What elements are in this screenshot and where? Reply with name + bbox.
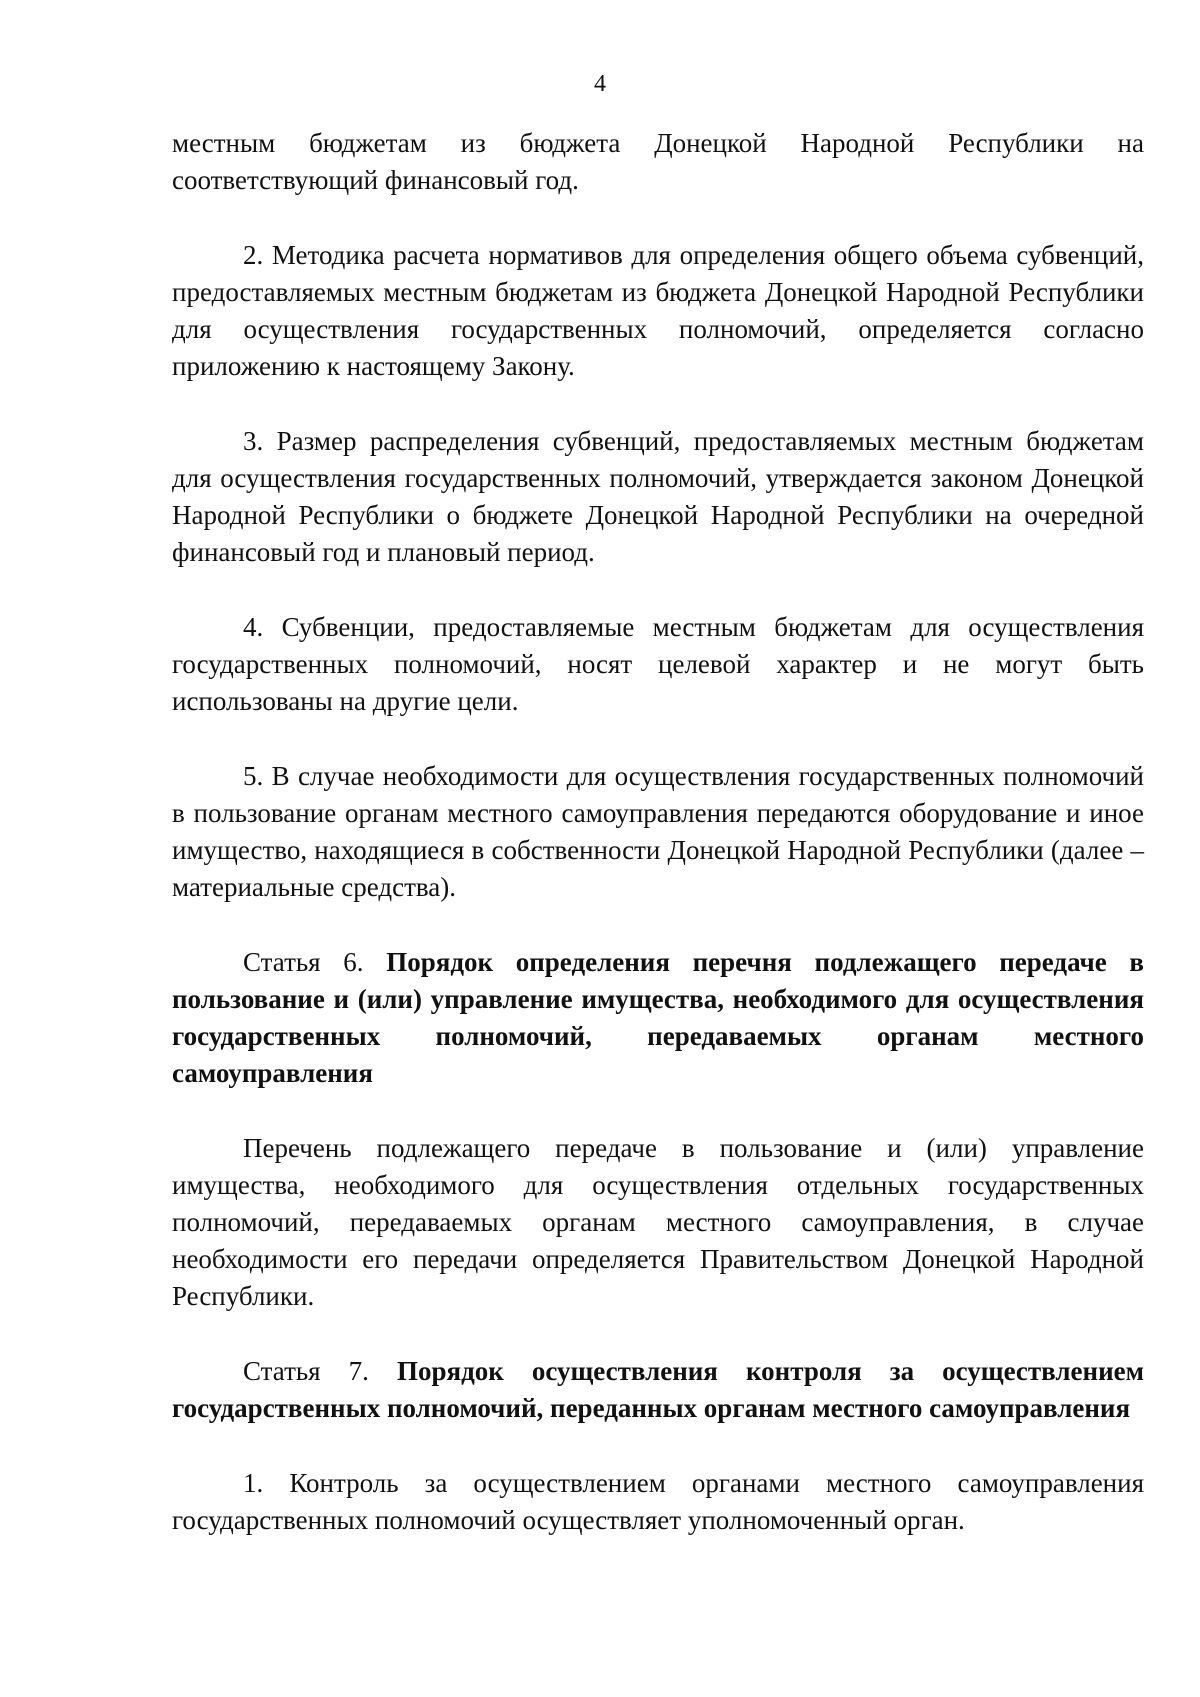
document-body — [172, 125, 1144, 1539]
article-7-heading — [172, 1353, 1144, 1427]
paragraph-item-3: 3. Размер распределения субвенций, предоставляемых местным бюджетам для осуществления государственных полномочий, утверждается законом Донецкой Народной Республики о бюджете Донецкой Народной Республики на очередной финансовый год и плановый период. — [172, 426, 1144, 567]
article-6-title: Порядок определения перечня подлежащего передаче в пользование и (или) управление имущества, необходимого для осуществления государственных полномочий, передаваемых органам местного самоуправления — [172, 947, 1144, 1088]
page-number: 4 — [594, 71, 606, 97]
article-6-number: Статья 6. — [243, 947, 364, 977]
article-7-title: Порядок осуществления контроля за осуществлением государственных полномочий, переданных органам местного самоуправления — [172, 1356, 1145, 1423]
paragraph-continuation: местным бюджетам из бюджета Донецкой Народной Республики на соответствующий финансовый год. — [172, 128, 1144, 195]
paragraph-item-4: 4. Субвенции, предоставляемые местным бюджетам для осуществления государственных полномочий, носят целевой характер и не могут быть использованы на другие цели. — [172, 612, 1144, 716]
article-7-item-1: 1. Контроль за осуществлением органами местного самоуправления государственных полномочий осуществляет уполномоченный орган. — [172, 1468, 1144, 1535]
article-7-number: Статья 7. — [243, 1356, 369, 1386]
article-6-heading — [172, 944, 1144, 1092]
paragraph-item-5: 5. В случае необходимости для осуществления государственных полномочий в пользование органам местного самоуправления передаются оборудование и иное имущество, находящиеся в собственности Донецкой Народной Республики (далее – материальные средства). — [172, 761, 1144, 902]
article-6-body: Перечень подлежащего передаче в пользование и (или) управление имущества, необходимого для осуществления отдельных государственных полномочий, передаваемых органам местного самоуправления, в случае необходимости его передачи определяется Правительством Донецкой Народной Республики. — [172, 1133, 1144, 1311]
paragraph-item-2: 2. Методика расчета нормативов для определения общего объема субвенций, предоставляемых местным бюджетам из бюджета Донецкой Народной Республики для осуществления государственных полномочий, определяется согласно приложению к настоящему Закону. — [172, 240, 1144, 381]
